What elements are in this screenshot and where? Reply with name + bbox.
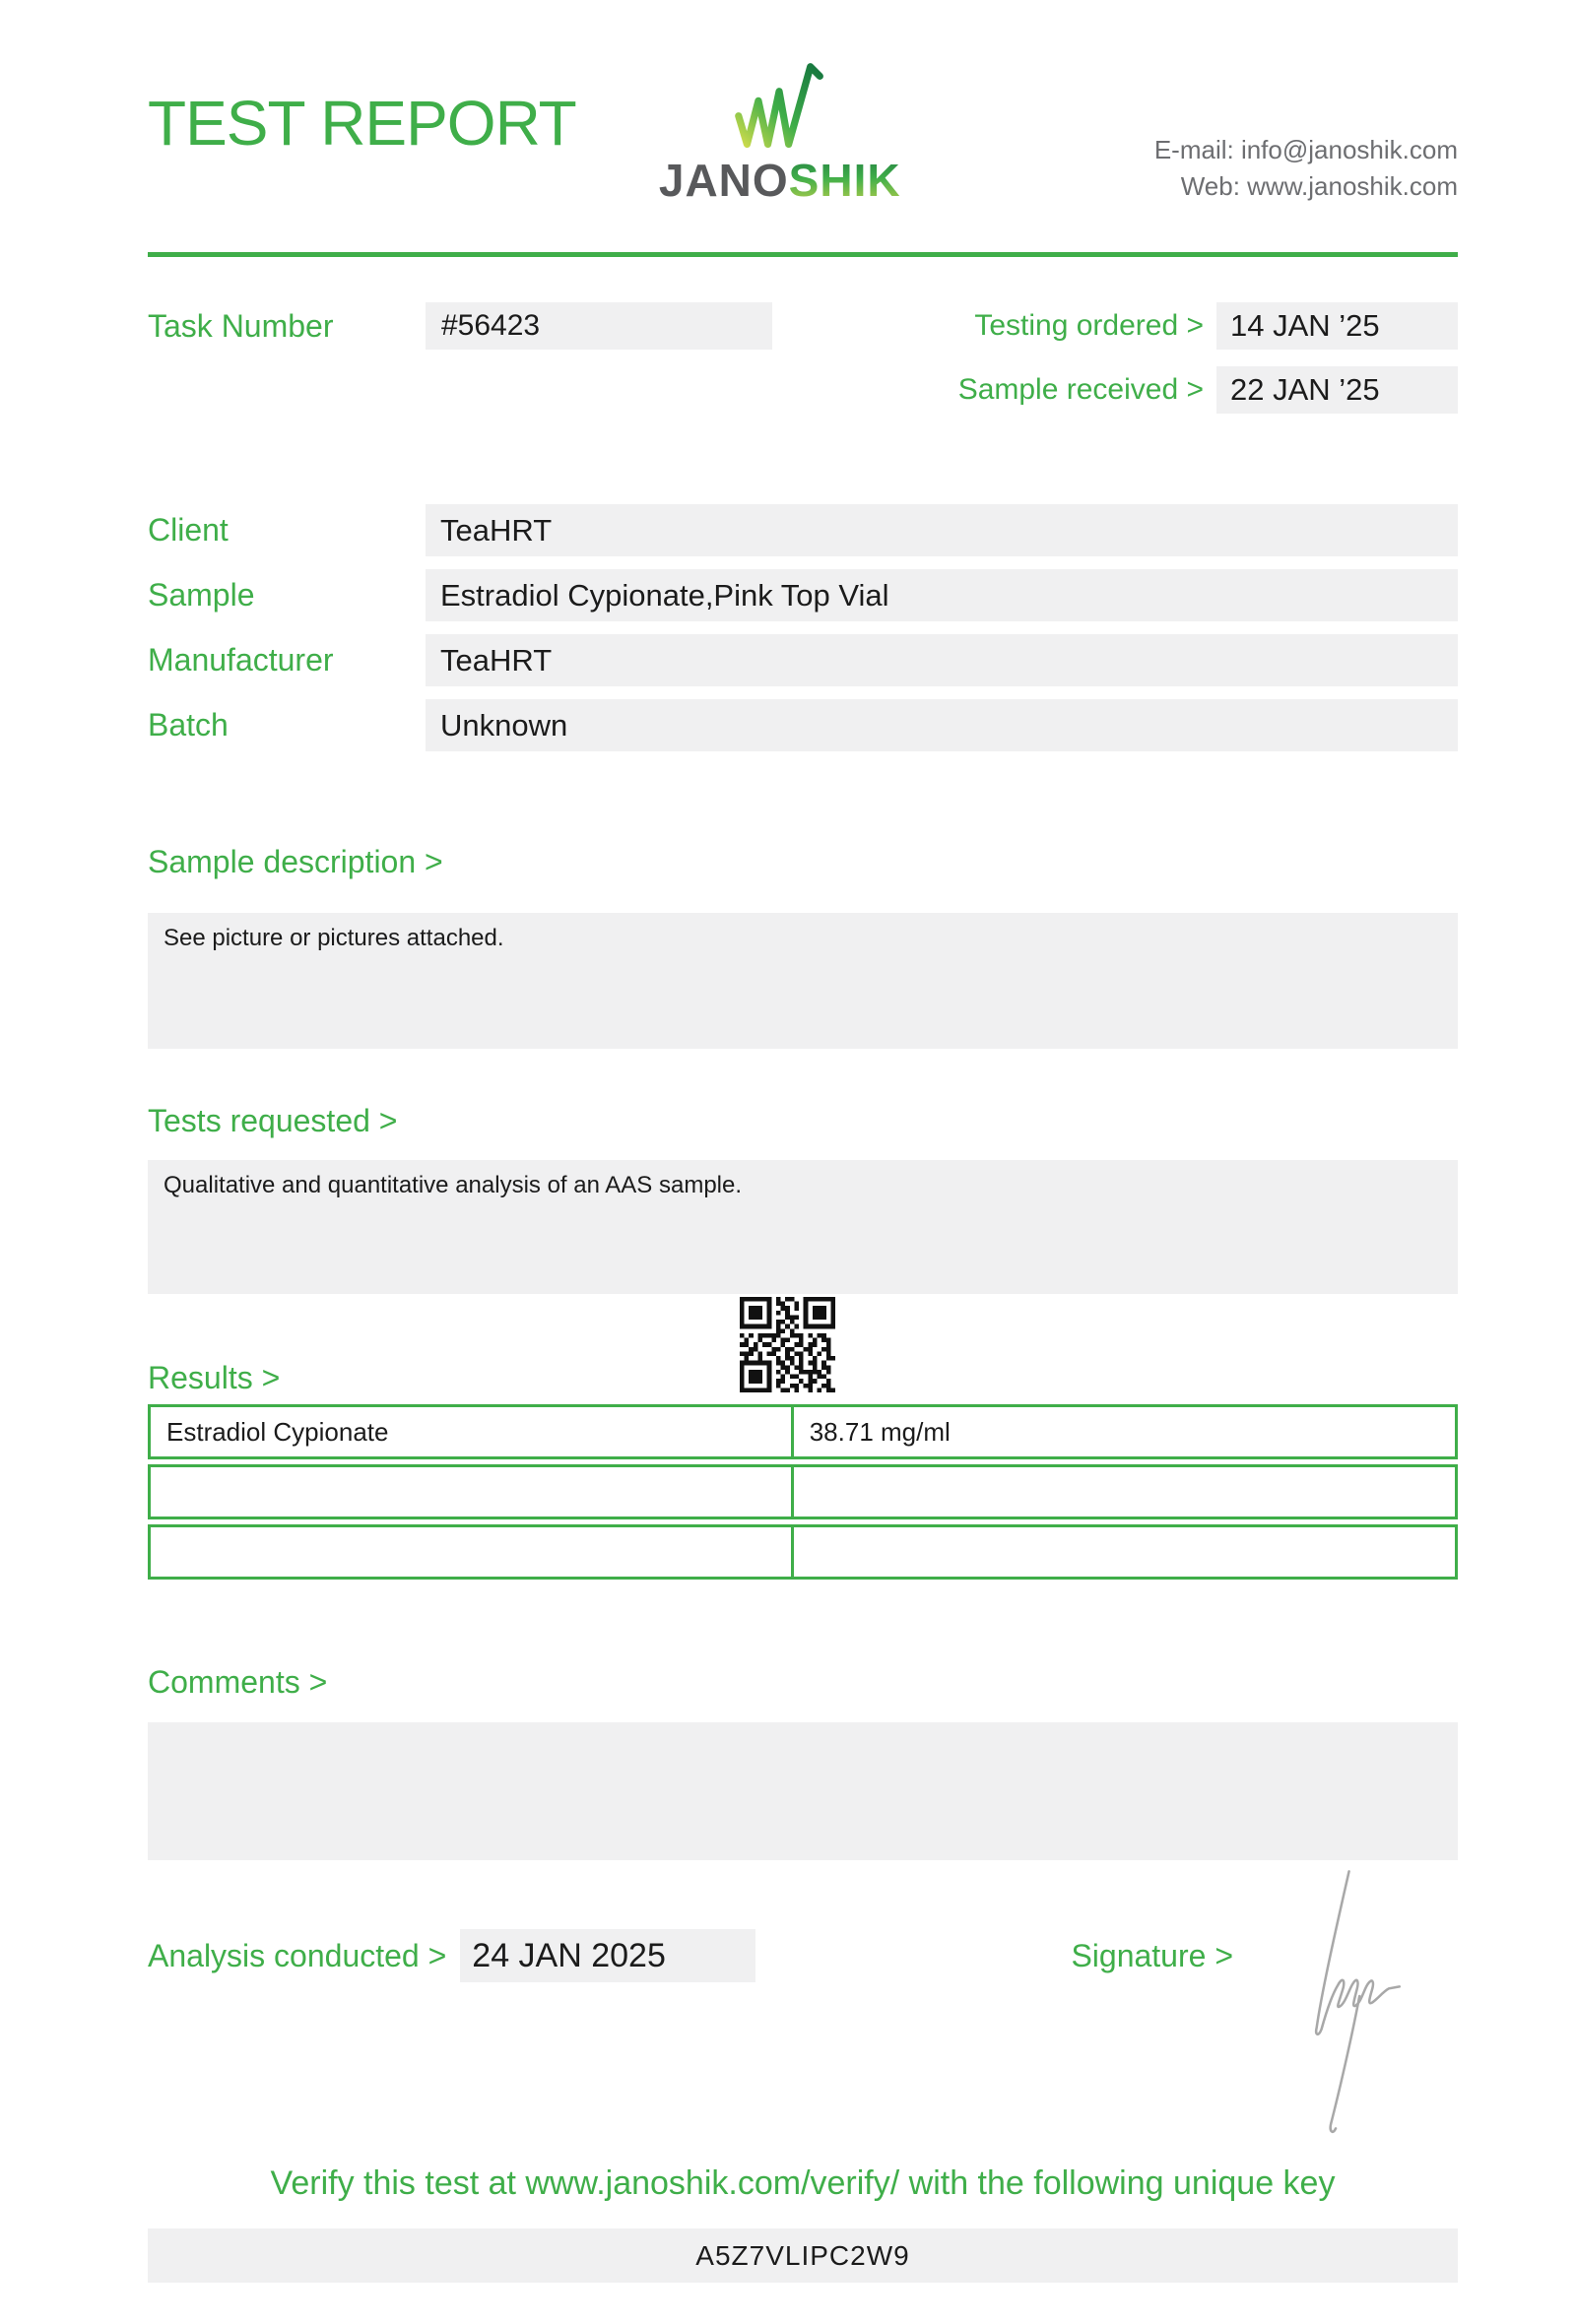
testing-ordered-value: 14 JAN ’25 bbox=[1216, 302, 1458, 350]
email-line: E-mail: info@janoshik.com bbox=[1153, 135, 1458, 164]
logo-word-gray: JANO bbox=[658, 155, 789, 206]
qr-modules bbox=[740, 1297, 835, 1392]
field-label: Sample bbox=[148, 577, 255, 613]
results-row bbox=[148, 1524, 1458, 1580]
field-value: Estradiol Cypionate,Pink Top Vial bbox=[426, 569, 1458, 621]
meta-section bbox=[148, 302, 1458, 414]
tests-requested-box: Qualitative and quantitative analysis of an AAS sample. bbox=[148, 1160, 1458, 1294]
analysis-conducted-value: 24 JAN 2025 bbox=[460, 1929, 755, 1982]
results-row bbox=[148, 1404, 1458, 1459]
task-number-row bbox=[148, 302, 772, 414]
result-substance-cell bbox=[151, 1527, 794, 1577]
task-number-value: #56423 bbox=[426, 302, 772, 350]
bottom-row bbox=[148, 1929, 1458, 1982]
sample-description-box: See picture or pictures attached. bbox=[148, 913, 1458, 1049]
header-divider bbox=[148, 252, 1458, 257]
web-line: Web: www.janoshik.com bbox=[1180, 171, 1458, 201]
field-value: TeaHRT bbox=[426, 504, 1458, 556]
result-substance-cell: Estradiol Cypionate bbox=[151, 1407, 794, 1456]
sample-received-label: Sample received > bbox=[957, 373, 1204, 406]
field-value: TeaHRT bbox=[426, 634, 1458, 686]
testing-ordered-row bbox=[974, 302, 1458, 350]
section-heading-results: Results > bbox=[148, 1360, 281, 1395]
field-label: Client bbox=[148, 512, 229, 548]
section-heading-tests-requested: Tests requested > bbox=[148, 1103, 398, 1138]
result-substance-cell bbox=[151, 1467, 794, 1517]
field-row-manufacturer bbox=[148, 634, 1458, 686]
verify-key-box: A5Z7VLIPC2W9 bbox=[148, 2228, 1458, 2283]
results-table bbox=[148, 1404, 1458, 1580]
field-row-sample bbox=[148, 569, 1458, 621]
contact-info bbox=[1154, 132, 1458, 205]
verify-text: Verify this test at www.janoshik.com/verify/ with the following unique key bbox=[270, 2164, 1336, 2202]
signature-label: Signature > bbox=[1071, 1938, 1233, 1973]
result-value-cell: 38.71 mg/ml bbox=[809, 1417, 951, 1447]
task-number-label: Task Number bbox=[148, 308, 334, 344]
result-value-cell bbox=[794, 1527, 1455, 1577]
sample-received-row bbox=[958, 366, 1458, 414]
sample-received-value: 22 JAN ’25 bbox=[1216, 366, 1458, 414]
result-value-cell bbox=[794, 1467, 1455, 1517]
header bbox=[148, 57, 1458, 207]
page-title: TEST REPORT bbox=[148, 88, 576, 159]
results-row bbox=[148, 1464, 1458, 1519]
sample-fields bbox=[148, 504, 1458, 751]
field-value: Unknown bbox=[426, 699, 1458, 751]
results-band bbox=[148, 1294, 1458, 1404]
testing-ordered-label: Testing ordered > bbox=[974, 309, 1204, 342]
field-label: Batch bbox=[148, 707, 229, 742]
section-heading-comments: Comments > bbox=[148, 1664, 328, 1700]
company-logo bbox=[657, 61, 903, 207]
field-row-client bbox=[148, 504, 1458, 556]
comments-box bbox=[148, 1722, 1458, 1860]
signature-image bbox=[1263, 1854, 1411, 2140]
analysis-conducted-label: Analysis conducted > bbox=[148, 1938, 447, 1973]
dates-column bbox=[958, 302, 1458, 414]
field-label: Manufacturer bbox=[148, 642, 334, 678]
section-heading-sample-description: Sample description > bbox=[148, 844, 443, 879]
field-row-batch bbox=[148, 699, 1458, 751]
qr-code bbox=[740, 1297, 835, 1392]
logo-word-green: SHIK bbox=[788, 155, 901, 206]
logo-wordmark bbox=[659, 154, 901, 207]
logo-chart-icon bbox=[733, 61, 827, 156]
